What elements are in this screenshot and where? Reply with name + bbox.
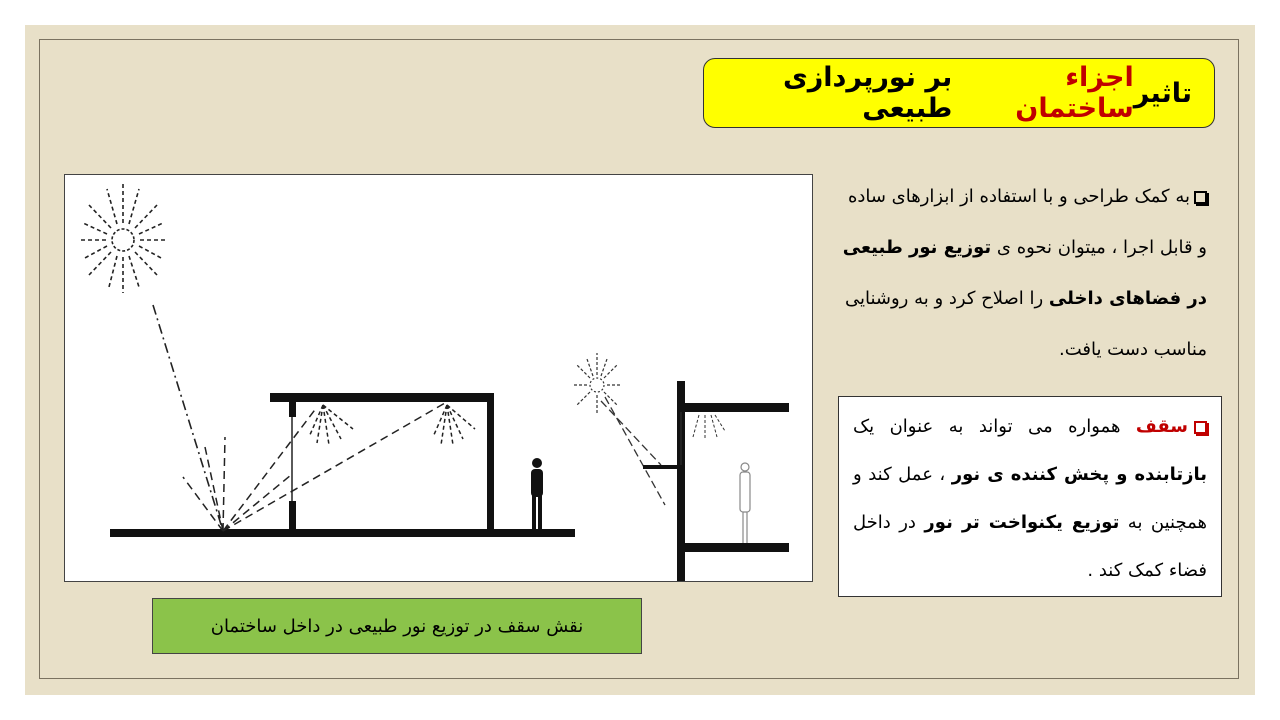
paragraph-1 [835, 171, 1207, 375]
person-icon [740, 463, 750, 543]
title-part3: بر نورپردازی طبیعی [783, 62, 953, 124]
para2-text-a: همواره می تواند به عنوان یک [853, 416, 1136, 437]
para2-bold-a: بازتابنده و پخش کننده ی نور [951, 464, 1207, 485]
para2-text-b: ، عمل کند و همچنین به [853, 464, 1207, 533]
para1-bold-a: توزیع نور طبیعی در فضاهای داخلی [842, 237, 1207, 309]
checkbox-icon [1194, 421, 1207, 434]
title-part1: تاثیر [1133, 77, 1192, 109]
title-highlight: اجزاء ساختمان [1015, 62, 1134, 124]
person-icon [531, 458, 543, 529]
para1-text-a: به کمک طراحی و با استفاده از ابزارهای ساده و قابل اجرا ، میتوان نحوه ی [847, 186, 1207, 258]
sun-icon [81, 183, 165, 293]
para2-red-word: سقف [1135, 416, 1188, 437]
slide-title [703, 58, 1215, 128]
sun-icon [573, 353, 621, 415]
ceiling-light-diagram [64, 174, 813, 582]
para2-text-c: در داخل فضاء کمک کند . [853, 512, 1207, 581]
paragraph-2-box [838, 396, 1222, 597]
para2-bold-b: توزیع یکنواخت تر نور [924, 512, 1120, 533]
figure-caption: نقش سقف در توزیع نور طبیعی در داخل ساختمان [152, 598, 642, 654]
checkbox-icon [1194, 191, 1207, 204]
slide [25, 25, 1255, 695]
para1-text-b: را اصلاح کرد و به روشنایی مناسب دست یافت. [844, 288, 1207, 360]
